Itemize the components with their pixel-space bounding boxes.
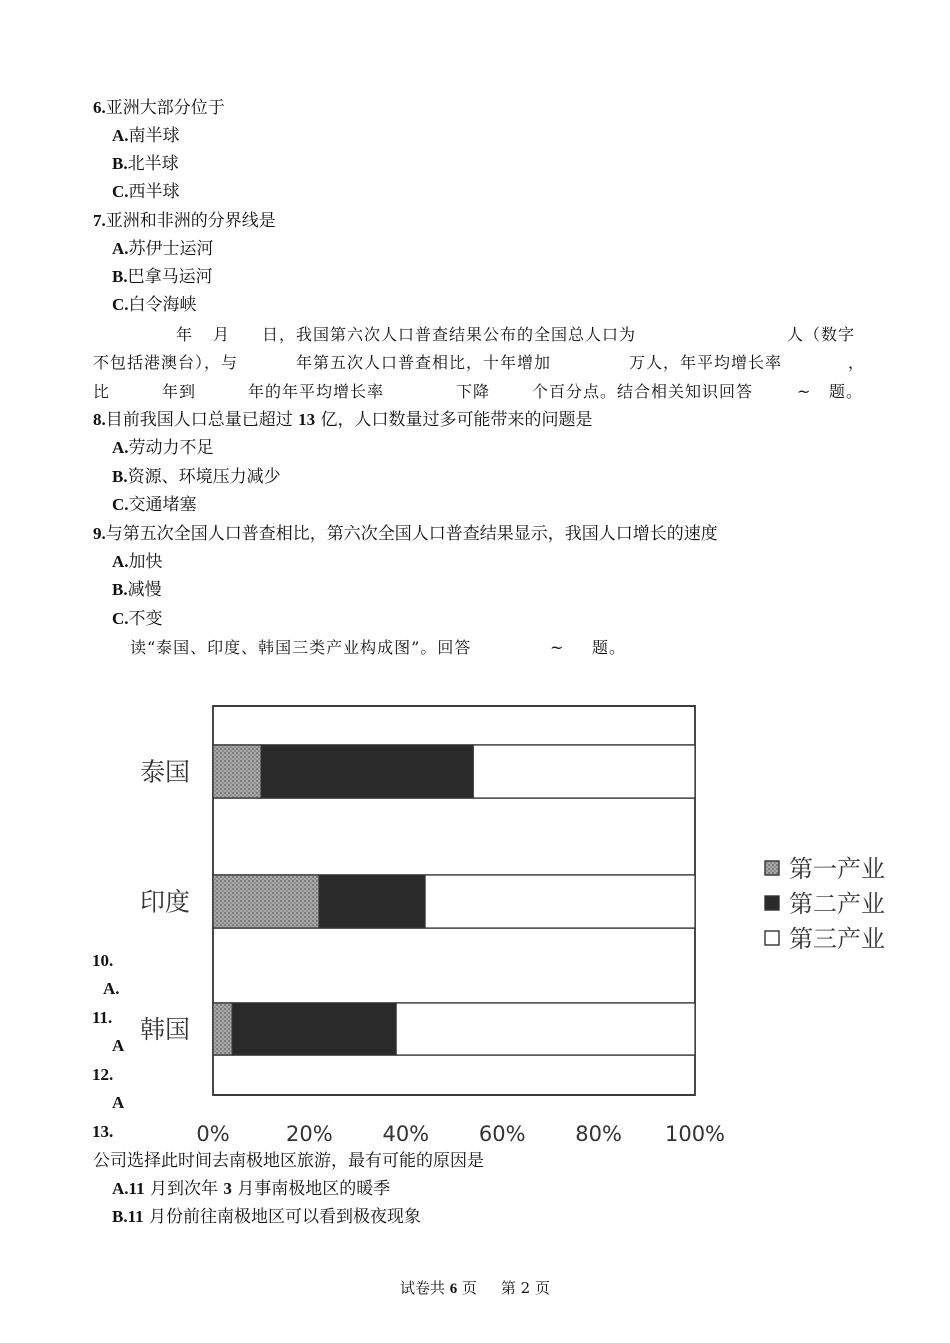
- option-letter: A.: [112, 438, 129, 457]
- legend-label: 第一产业: [789, 855, 885, 883]
- option-letter: C.: [112, 295, 129, 314]
- option-text: 交通堵塞: [128, 495, 197, 515]
- question-text: 亿，人口数量过多可能带来的问题是: [315, 410, 593, 430]
- option-text: 巴拿马运河: [127, 267, 213, 287]
- footer-text: 页: [457, 1279, 478, 1297]
- passage-fragment: 万人，年平均增长率: [629, 353, 783, 372]
- question-text: 目前我国人口总量已超过: [105, 410, 299, 430]
- bar-segment: [425, 875, 695, 928]
- bar-segment: [473, 745, 695, 798]
- passage-fragment: ，: [848, 353, 866, 372]
- option-letter: B.: [112, 267, 128, 286]
- footer-page-number: 第 2 页: [500, 1279, 550, 1297]
- option-letter: A.: [103, 979, 120, 998]
- option-letter: C.: [112, 495, 129, 514]
- option-letter: A: [112, 1036, 125, 1055]
- option-letter: B.: [112, 1207, 128, 1226]
- option-text: 白令海峡: [128, 295, 197, 315]
- option-text: 西半球: [128, 182, 180, 202]
- x-tick-label: 100%: [664, 1122, 726, 1146]
- passage-fragment: 年到: [162, 382, 197, 401]
- option-text: 月事南极地区的暖季: [231, 1179, 391, 1199]
- question-number: 9.: [93, 524, 106, 543]
- footer-total-pages: 6: [449, 1281, 458, 1297]
- question-text: 亚洲和非洲的分界线是: [105, 211, 276, 231]
- passage-fragment: 日，我国第六次人口普查结果公布的全国总人口为: [262, 325, 637, 344]
- option-number: 3: [223, 1179, 232, 1198]
- bar-segment: [213, 875, 319, 928]
- passage-fragment: 题。: [829, 382, 864, 401]
- question-number: 13.: [92, 1122, 114, 1141]
- option-text: 劳动力不足: [128, 438, 214, 458]
- passage-fragment: 年第五次人口普查相比，十年增加: [296, 353, 552, 372]
- question-number: 12.: [92, 1065, 114, 1084]
- option-letter: C.: [112, 609, 129, 628]
- question-number: 8.: [93, 410, 106, 429]
- bar-segment: [319, 875, 425, 928]
- passage-fragment: 人（数字: [787, 325, 856, 344]
- option-text: 资源、环境压力减少: [127, 467, 281, 487]
- option-text: 加快: [128, 552, 163, 572]
- option-letter: A.: [112, 1179, 129, 1198]
- question-number: 7.: [93, 211, 106, 230]
- option-letter: A: [112, 1093, 125, 1112]
- category-label: 印度: [139, 887, 190, 917]
- option-letter: A.: [112, 126, 129, 145]
- legend-swatch: [765, 861, 779, 875]
- legend-swatch: [765, 896, 779, 910]
- category-label: 韩国: [139, 1015, 190, 1044]
- option-number: 11: [127, 1207, 144, 1226]
- option-letter: B.: [112, 467, 128, 486]
- option-text: 月到次年: [144, 1179, 224, 1199]
- option-text: 南半球: [128, 126, 180, 146]
- x-tick-label: 40%: [382, 1122, 430, 1146]
- footer-text: 试卷共: [400, 1279, 450, 1297]
- passage-fragment: 不包括港澳台），与: [93, 353, 239, 372]
- option-letter: A.: [112, 239, 129, 258]
- question-number-value: 13: [298, 410, 316, 429]
- question-number: 11.: [92, 1008, 113, 1027]
- x-tick-label: 60%: [478, 1122, 526, 1146]
- passage-fragment: 年: [176, 325, 194, 344]
- legend-label: 第二产业: [789, 890, 885, 918]
- question-text: 与第五次全国人口普查相比，第六次全国人口普查结果显示，我国人口增长的速度: [105, 524, 718, 544]
- option-letter: C.: [112, 182, 129, 201]
- chart-intro-text: ~: [550, 638, 565, 657]
- option-number: 11: [128, 1179, 145, 1198]
- bar-segment: [213, 1003, 232, 1055]
- option-text: 月份前往南极地区可以看到极夜现象: [143, 1207, 422, 1227]
- option-text: 苏伊士运河: [128, 239, 214, 259]
- x-tick-label: 0%: [196, 1122, 230, 1146]
- bar-segment: [396, 1003, 695, 1055]
- question-text: 亚洲大部分位于: [105, 98, 225, 118]
- option-text: 不变: [128, 609, 163, 629]
- page-footer: [0, 1277, 950, 1298]
- x-tick-label: 80%: [575, 1122, 622, 1146]
- passage-fragment: 下降: [456, 382, 491, 401]
- legend-swatch: [765, 931, 779, 945]
- passage-fragment: 年的年平均增长率: [248, 382, 385, 401]
- passage-fragment: 月: [213, 325, 231, 344]
- option-text: 北半球: [127, 154, 179, 174]
- x-tick-label: 20%: [286, 1122, 333, 1146]
- question-13-stem-tail: 公司选择此时间去南极地区旅游，最有可能的原因是: [93, 1151, 484, 1171]
- bar-segment: [213, 745, 261, 798]
- option-text: 减慢: [127, 580, 162, 600]
- bar-segment: [232, 1003, 396, 1055]
- passage-fragment: 个百分点。结合相关知识回答: [532, 382, 754, 401]
- category-label: 泰国: [139, 757, 190, 787]
- option-letter: B.: [112, 580, 128, 599]
- q13-option-a: [112, 1178, 390, 1200]
- chart-intro-text: 题。: [592, 638, 627, 657]
- q13-option-b: [112, 1206, 421, 1228]
- legend-label: 第三产业: [789, 925, 885, 953]
- passage-fragment: 比: [93, 382, 111, 401]
- bar-segment: [261, 745, 473, 798]
- option-letter: B.: [112, 154, 128, 173]
- question-number: 6.: [93, 98, 106, 117]
- question-number: 10.: [92, 951, 114, 970]
- passage-fragment: ~: [797, 382, 812, 401]
- option-letter: A.: [112, 552, 129, 571]
- chart-intro-text: 读“泰国、印度、韩国三类产业构成图”。回答: [130, 638, 472, 657]
